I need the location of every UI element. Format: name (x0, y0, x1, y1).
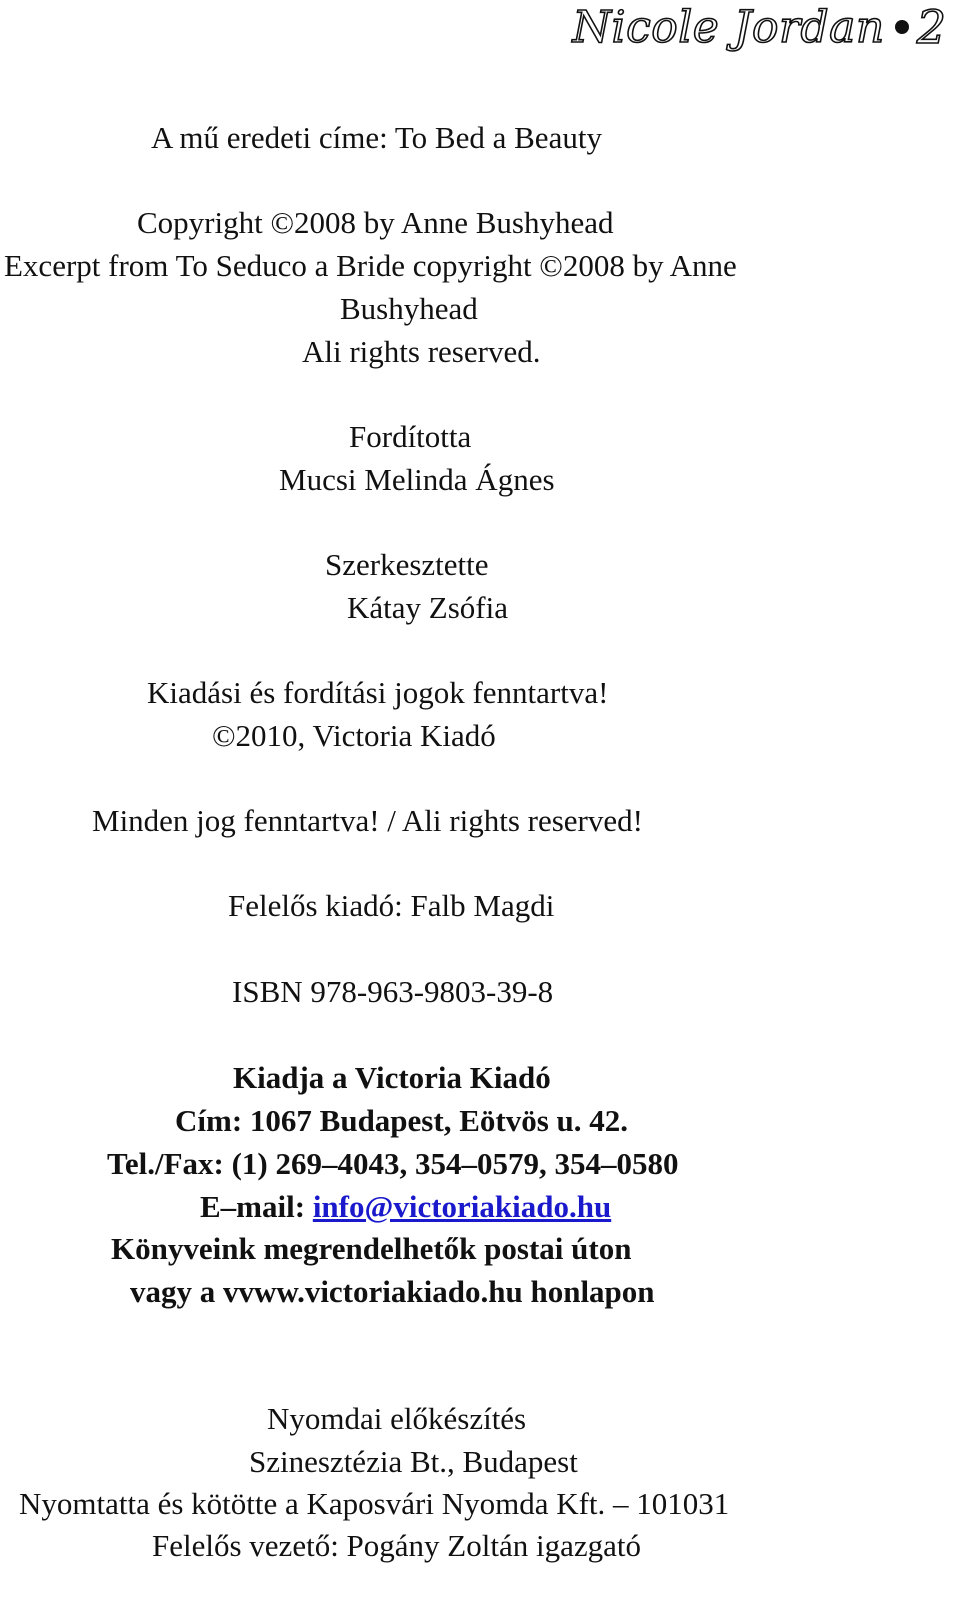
responsible-publisher: Felelős kiadó: Falb Magdi (228, 888, 555, 923)
header-author: Nicole Jordan (572, 1, 885, 53)
publisher-phone: Tel./Fax: (1) 269–4043, 354–0579, 354–0580 (107, 1146, 679, 1181)
email-label: E–mail: (200, 1189, 313, 1224)
order-line-1: Könyveink megrendelhetők postai úton (111, 1231, 632, 1266)
email-link[interactable]: info@victoriakiado.hu (312, 1189, 612, 1224)
isbn: ISBN 978-963-9803-39-8 (232, 974, 554, 1009)
all-rights-hu-en: Minden jog fenntartva! / Ali rights reserved! (92, 803, 643, 838)
publisher-address: Cím: 1067 Budapest, Eötvös u. 42. (175, 1103, 628, 1138)
publishing-rights: Kiadási és fordítási jogok fenntartva! (147, 675, 609, 710)
bullet-dot-icon (895, 20, 909, 34)
publisher-email-line (200, 1189, 960, 1225)
translated-by-label: Fordította (349, 419, 472, 454)
translator-name: Mucsi Melinda Ágnes (279, 462, 555, 497)
excerpt-line: Excerpt from To Seduco a Bride copyright ©2008 by Anne (4, 248, 737, 283)
all-rights-en: Ali rights reserved. (302, 334, 541, 369)
page-number: 2 (916, 0, 946, 54)
editor-name: Kátay Zsófia (347, 590, 508, 625)
publisher-copyright: ©2010, Victoria Kiadó (212, 718, 496, 753)
order-line-2: vagy a vvww.victoriakiado.hu honlapon (130, 1274, 655, 1309)
printing-manager: Felelős vezető: Pogány Zoltán igazgató (152, 1528, 641, 1563)
copyright-line: Copyright ©2008 by Anne Bushyhead (137, 205, 614, 240)
printed-by: Nyomtatta és kötötte a Kaposvári Nyomda Kft. – 101031 (19, 1486, 730, 1521)
edited-by-label: Szerkesztette (325, 547, 489, 582)
published-by: Kiadja a Victoria Kiadó (233, 1060, 551, 1095)
prepress-label: Nyomdai előkészítés (267, 1401, 527, 1436)
excerpt-line-cont: Bushyhead (340, 291, 478, 326)
page-header (573, 2, 946, 52)
original-title: A mű eredeti címe: To Bed a Beauty (151, 120, 602, 155)
prepress-company: Szinesztézia Bt., Budapest (249, 1444, 578, 1479)
